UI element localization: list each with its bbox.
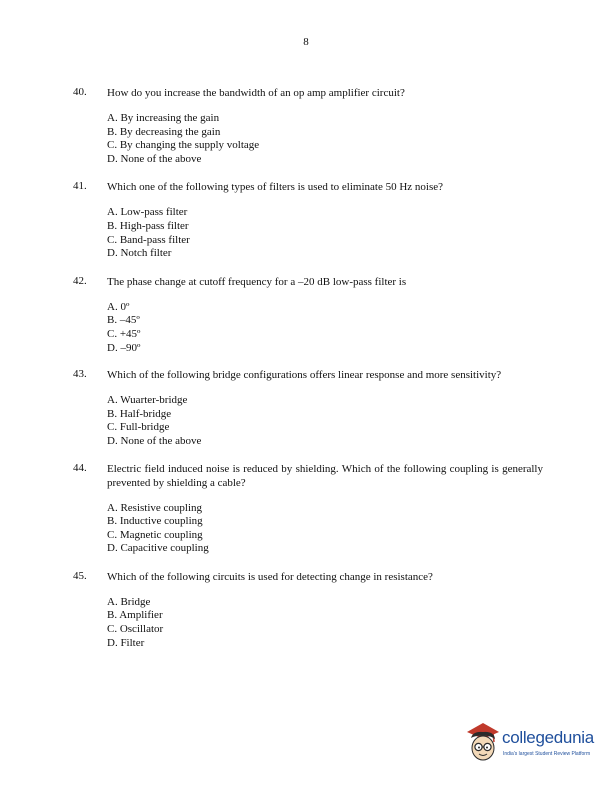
question-text: Electric field induced noise is reduced by shielding. Which of the following coupling is generally prevented by shielding a cable?	[107, 462, 543, 489]
option-c: C. Full-bridge	[107, 421, 170, 434]
options-list	[107, 301, 543, 355]
option-a: A. Bridge	[107, 595, 151, 608]
collegedunia-logo	[463, 720, 603, 770]
option-c: C. By changing the supply voltage	[107, 139, 260, 152]
mascot-icon	[463, 720, 503, 768]
option-b: B. –45º	[107, 314, 140, 327]
option-a: A. 0º	[107, 300, 130, 313]
question-42	[73, 275, 543, 355]
option-d: D. Capacitive coupling	[107, 542, 209, 555]
option-c: C. Band-pass filter	[107, 233, 190, 246]
option-a: A. Resistive coupling	[107, 501, 203, 514]
question-40	[73, 86, 543, 166]
options-list	[107, 502, 543, 556]
options-list	[107, 394, 543, 448]
option-b: B. Amplifier	[107, 609, 163, 622]
question-number: 42.	[73, 274, 87, 287]
option-a: A. By increasing the gain	[107, 112, 220, 124]
options-list	[107, 206, 543, 260]
logo-tagline: India's largest Student Review Platform	[503, 751, 591, 757]
question-text: Which of the following bridge configurations offers linear response and more sensitivity?	[107, 369, 502, 382]
options-list	[107, 112, 543, 166]
logo-name: collegedunia	[502, 728, 594, 747]
question-list	[73, 86, 543, 650]
option-d: D. None of the above	[107, 152, 202, 165]
question-number: 40.	[73, 86, 87, 98]
question-text: The phase change at cutoff frequency for a –20 dB low-pass filter is	[107, 275, 407, 288]
option-c: C. Oscillator	[107, 623, 164, 636]
option-b: B. Half-bridge	[107, 407, 172, 420]
option-b: B. Inductive coupling	[107, 515, 203, 528]
option-d: D. Notch filter	[107, 247, 172, 260]
question-text: How do you increase the bandwidth of an op amp amplifier circuit?	[107, 87, 405, 99]
options-list	[107, 596, 543, 650]
option-b: B. By decreasing the gain	[107, 125, 221, 138]
option-d: D. Filter	[107, 636, 145, 649]
question-number: 44.	[73, 461, 87, 474]
option-a: A. Wuarter-bridge	[107, 394, 188, 407]
option-c: C. +45º	[107, 327, 141, 340]
question-text: Which of the following circuits is used for detecting change in resistance?	[107, 570, 433, 583]
question-number: 45.	[73, 569, 87, 582]
question-number: 43.	[73, 368, 87, 381]
question-44	[73, 462, 543, 556]
option-c: C. Magnetic coupling	[107, 528, 203, 541]
question-number: 41.	[73, 180, 87, 193]
option-d: D. None of the above	[107, 434, 202, 447]
option-d: D. –90º	[107, 341, 141, 354]
option-b: B. High-pass filter	[107, 219, 189, 232]
page-number: 8	[303, 36, 309, 48]
question-text: Which one of the following types of filters is used to eliminate 50 Hz noise?	[107, 181, 444, 194]
option-a: A. Low-pass filter	[107, 206, 188, 219]
question-45	[73, 570, 543, 650]
question-43	[73, 368, 543, 448]
question-41	[73, 180, 543, 260]
